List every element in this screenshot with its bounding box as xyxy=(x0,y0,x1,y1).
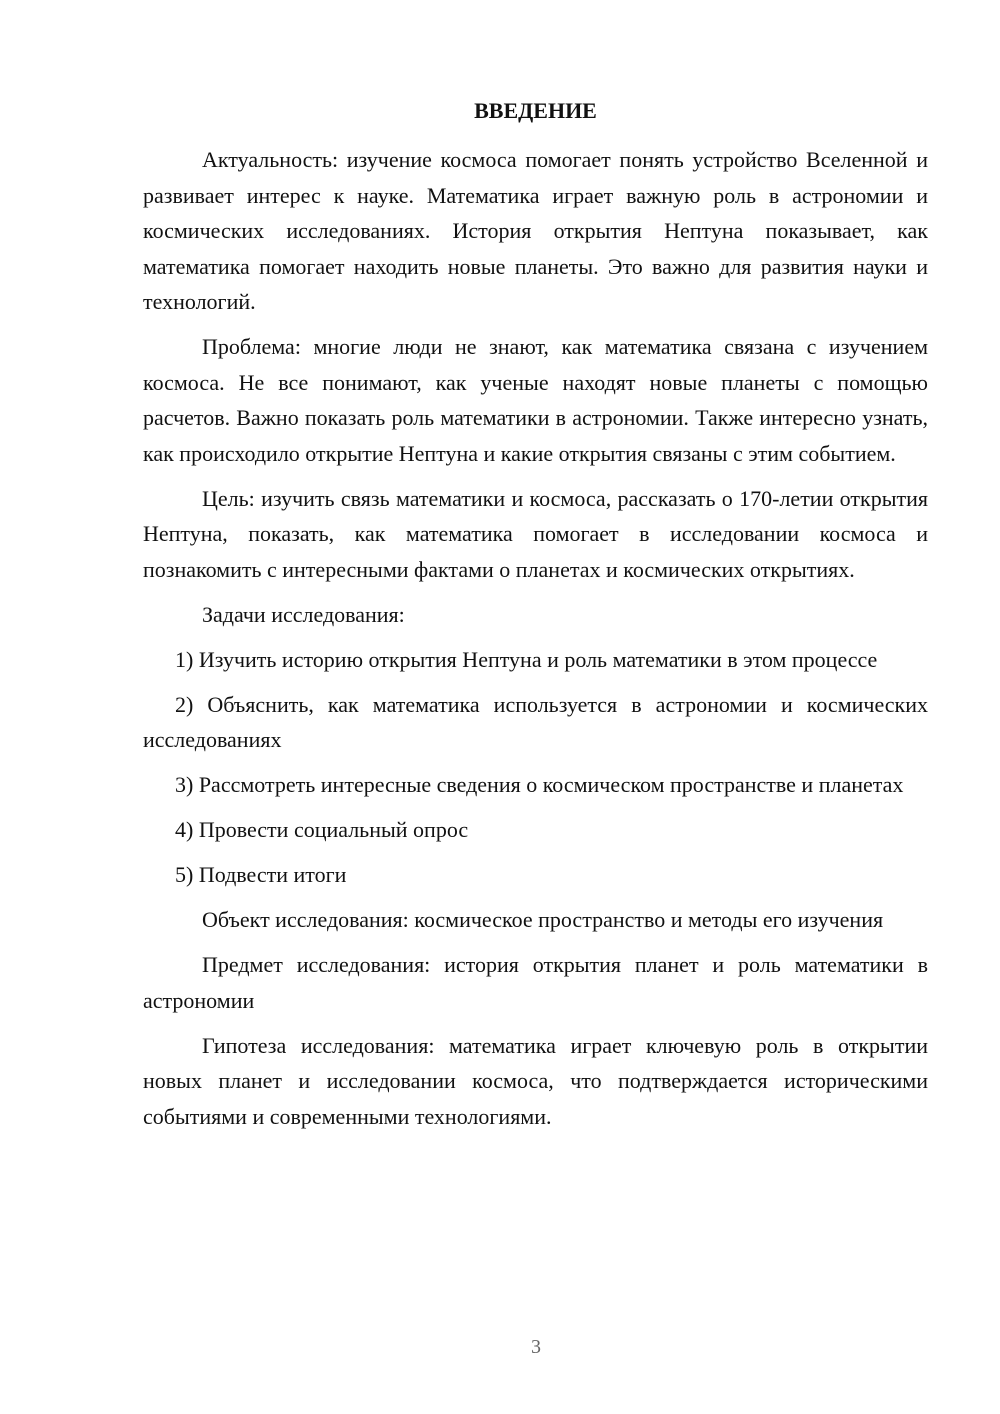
paragraph-problem: Проблема: многие люди не знают, как математика связана с изучением космоса. Не все понимают, как ученые находят новые планеты с помощью расчетов. Важно показать роль математики в астрономии. Также интересно узнать, как происходило открытие Нептуна и какие открытия связаны с этим событием. xyxy=(143,334,928,466)
tasks-title: Задачи исследования: xyxy=(202,601,405,627)
paragraph-subject: Предмет исследования: история открытия планет и роль математики в астрономии xyxy=(143,952,928,1013)
task-item-2: 2) Объяснить, как математика используется в астрономии и космических исследованиях xyxy=(143,691,928,752)
document-body xyxy=(143,142,928,1144)
page-number: 3 xyxy=(531,1336,541,1358)
paragraph-goal: Цель: изучить связь математики и космоса, рассказать о 170-летии открытия Нептуна, показать, как математика помогает в исследовании космоса и познакомить с интересными фактами о планетах и космических открытиях. xyxy=(143,485,928,582)
task-item-5: 5) Подвести итоги xyxy=(175,862,347,887)
page-title: ВВЕДЕНИЕ xyxy=(474,98,597,123)
paragraph-hypothesis: Гипотеза исследования: математика играет ключевую роль в открытии новых планет и исследовании космоса, что подтверждается историческими событиями и современными технологиями. xyxy=(143,1032,928,1129)
paragraph-object: Объект исследования: космическое пространство и методы его изучения xyxy=(202,907,884,932)
task-item-1: 1) Изучить историю открытия Нептуна и роль математики в этом процессе xyxy=(175,646,878,672)
paragraph-relevance: Актуальность: изучение космоса помогает понять устройство Вселенной и развивает интерес к науке. Математика играет важную роль в астрономии и космических исследованиях. История открытия Нептуна показывает, как математика помогает находить новые планеты. Это важно для развития науки и технологий. xyxy=(143,147,928,314)
task-item-4: 4) Провести социальный опрос xyxy=(175,817,469,842)
task-item-3: 3) Рассмотреть интересные сведения о космическом пространстве и планетах xyxy=(175,772,904,797)
